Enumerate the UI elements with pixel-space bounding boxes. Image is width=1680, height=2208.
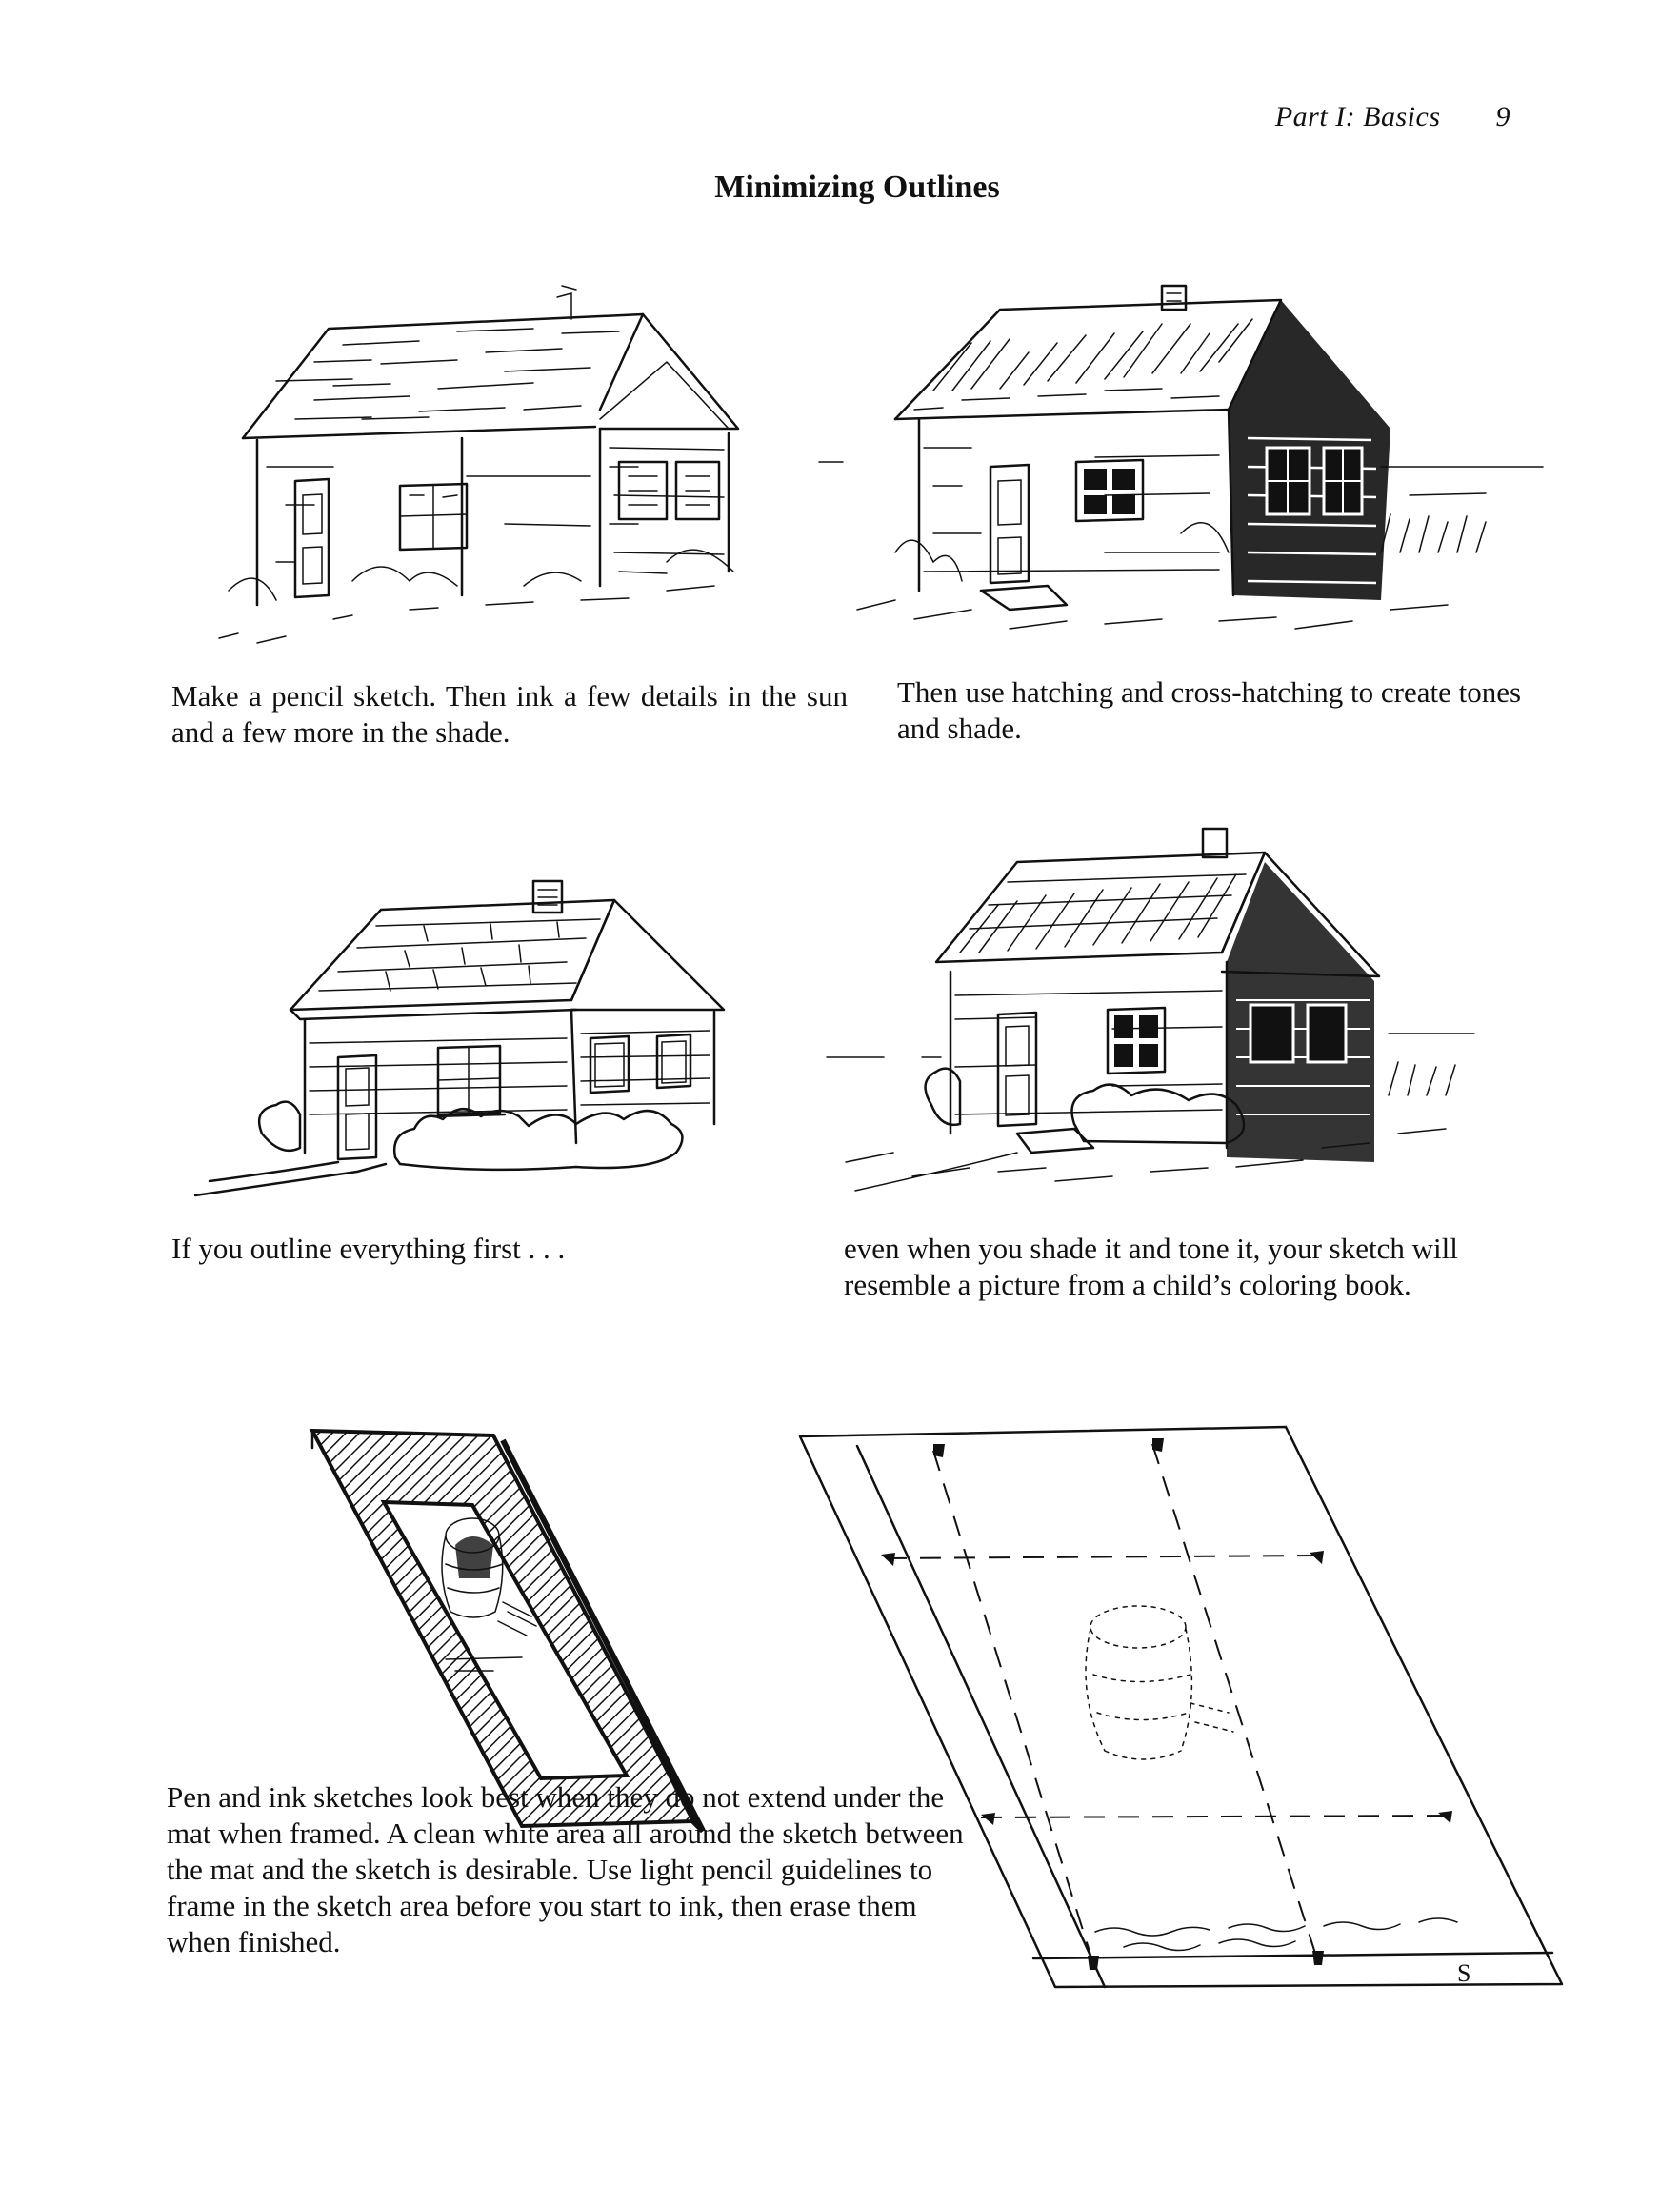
house-sketch-light (219, 276, 771, 648)
section-title: Part I: Basics (1274, 101, 1441, 132)
paper-signature: S (1457, 1959, 1471, 1987)
framed-sketch-mat (303, 1421, 703, 1840)
page-number: 9 (1495, 101, 1510, 132)
house-outlined-shaded (827, 819, 1474, 1210)
caption-outline-first: If you outline everything first . . . (171, 1232, 566, 1265)
caption-coloring-book: even when you shade it and tone it, your sketch will resemble a picture from a child’s coloring book. (844, 1232, 1458, 1301)
house-outlined (195, 867, 729, 1210)
page-title: Minimizing Outlines (714, 170, 1000, 205)
caption-mat-framing: Pen and ink sketches look best when they do not extend under the mat when framed. A clean white area all around the sketch between the mat and the sketch is desirable. Use light pencil guidelines to frame in the sketch area before you start to ink, then erase them when finished. (167, 1780, 964, 1958)
caption-hatching: Then use hatching and cross-hatching to create tones and shade. (897, 675, 1522, 745)
running-header (1275, 101, 1510, 133)
caption-pencil-sketch: Make a pencil sketch. Then ink a few details in the sun and a few more in the shade. (171, 679, 848, 749)
house-sketch-hatched (819, 267, 1543, 638)
